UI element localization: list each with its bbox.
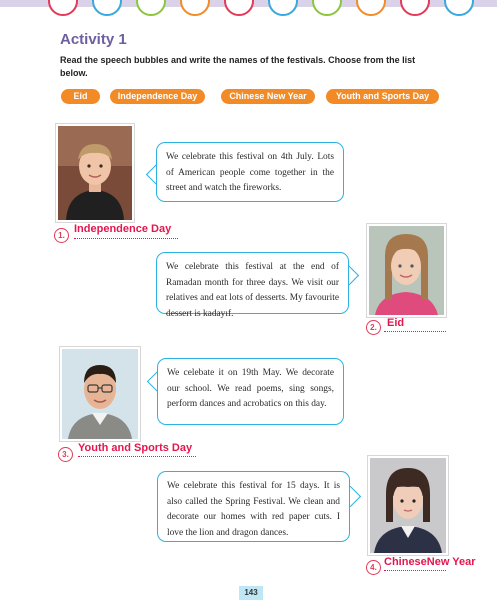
choice-chip-eid: Eid xyxy=(61,89,100,104)
page-number: 143 xyxy=(239,586,263,600)
answer-2: Eid xyxy=(387,317,405,329)
banner-letter-bubble xyxy=(136,0,166,16)
answer-1: Independence Day xyxy=(74,223,172,235)
item-number-2: 2. xyxy=(366,320,381,335)
answer-line-1 xyxy=(74,238,178,239)
speech-bubble-2: We celebrate this festival at the end of Ramadan month for three days. We visit our relatives and eat lots of desserts. My favourite dessert is kadayıf. xyxy=(156,252,349,314)
banner-letter-bubble xyxy=(356,0,386,16)
choice-chip-chinese-new-year: Chinese New Year xyxy=(221,89,315,104)
answer-3: Youth and Sports Day xyxy=(78,442,193,454)
speech-bubble-1: We celebrate this festival on 4th July. Lots of American people come together in the street and watch the fireworks. xyxy=(156,142,344,202)
banner-letter-bubble xyxy=(312,0,342,16)
girl-photo xyxy=(366,223,447,318)
banner-letter-bubble xyxy=(224,0,254,16)
girl-school-uniform-photo xyxy=(367,455,449,556)
boy-photo xyxy=(55,123,135,223)
boy-with-glasses-photo xyxy=(59,346,141,442)
banner-letter-bubble xyxy=(268,0,298,16)
item-number-3: 3. xyxy=(58,447,73,462)
answer-line-4 xyxy=(384,570,446,571)
choice-chip-independence-day: Independence Day xyxy=(110,89,205,104)
answer-line-2 xyxy=(384,331,446,332)
banner-letter-bubble xyxy=(400,0,430,16)
banner-letter-bubble xyxy=(444,0,474,16)
activity-instruction: Read the speech bubbles and write the names of the festivals. Choose from the list below. xyxy=(60,55,416,78)
answer-line-3 xyxy=(78,456,196,457)
banner-letter-bubble xyxy=(180,0,210,16)
speech-bubble-3: We celebate it on 19th May. We decorate our school. We read poems, sing songs, perform dances and acrobatics on this day. xyxy=(157,358,344,425)
speech-bubble-4: We celebrate this festival for 15 days. It is also called the Spring Festival. We clean and decorate our homes with red paper cuts. I love the lion and dragon dances. xyxy=(157,471,350,542)
banner-letter-bubble xyxy=(92,0,122,16)
answer-4: ChineseNew Year xyxy=(384,556,476,568)
choice-chip-youth-and-sports-day: Youth and Sports Day xyxy=(326,89,439,104)
activities-banner xyxy=(0,0,497,20)
item-number-1: 1. xyxy=(54,228,69,243)
banner-letter-bubble xyxy=(48,0,78,16)
activity-title: Activity 1 xyxy=(60,31,127,48)
item-number-4: 4. xyxy=(366,560,381,575)
